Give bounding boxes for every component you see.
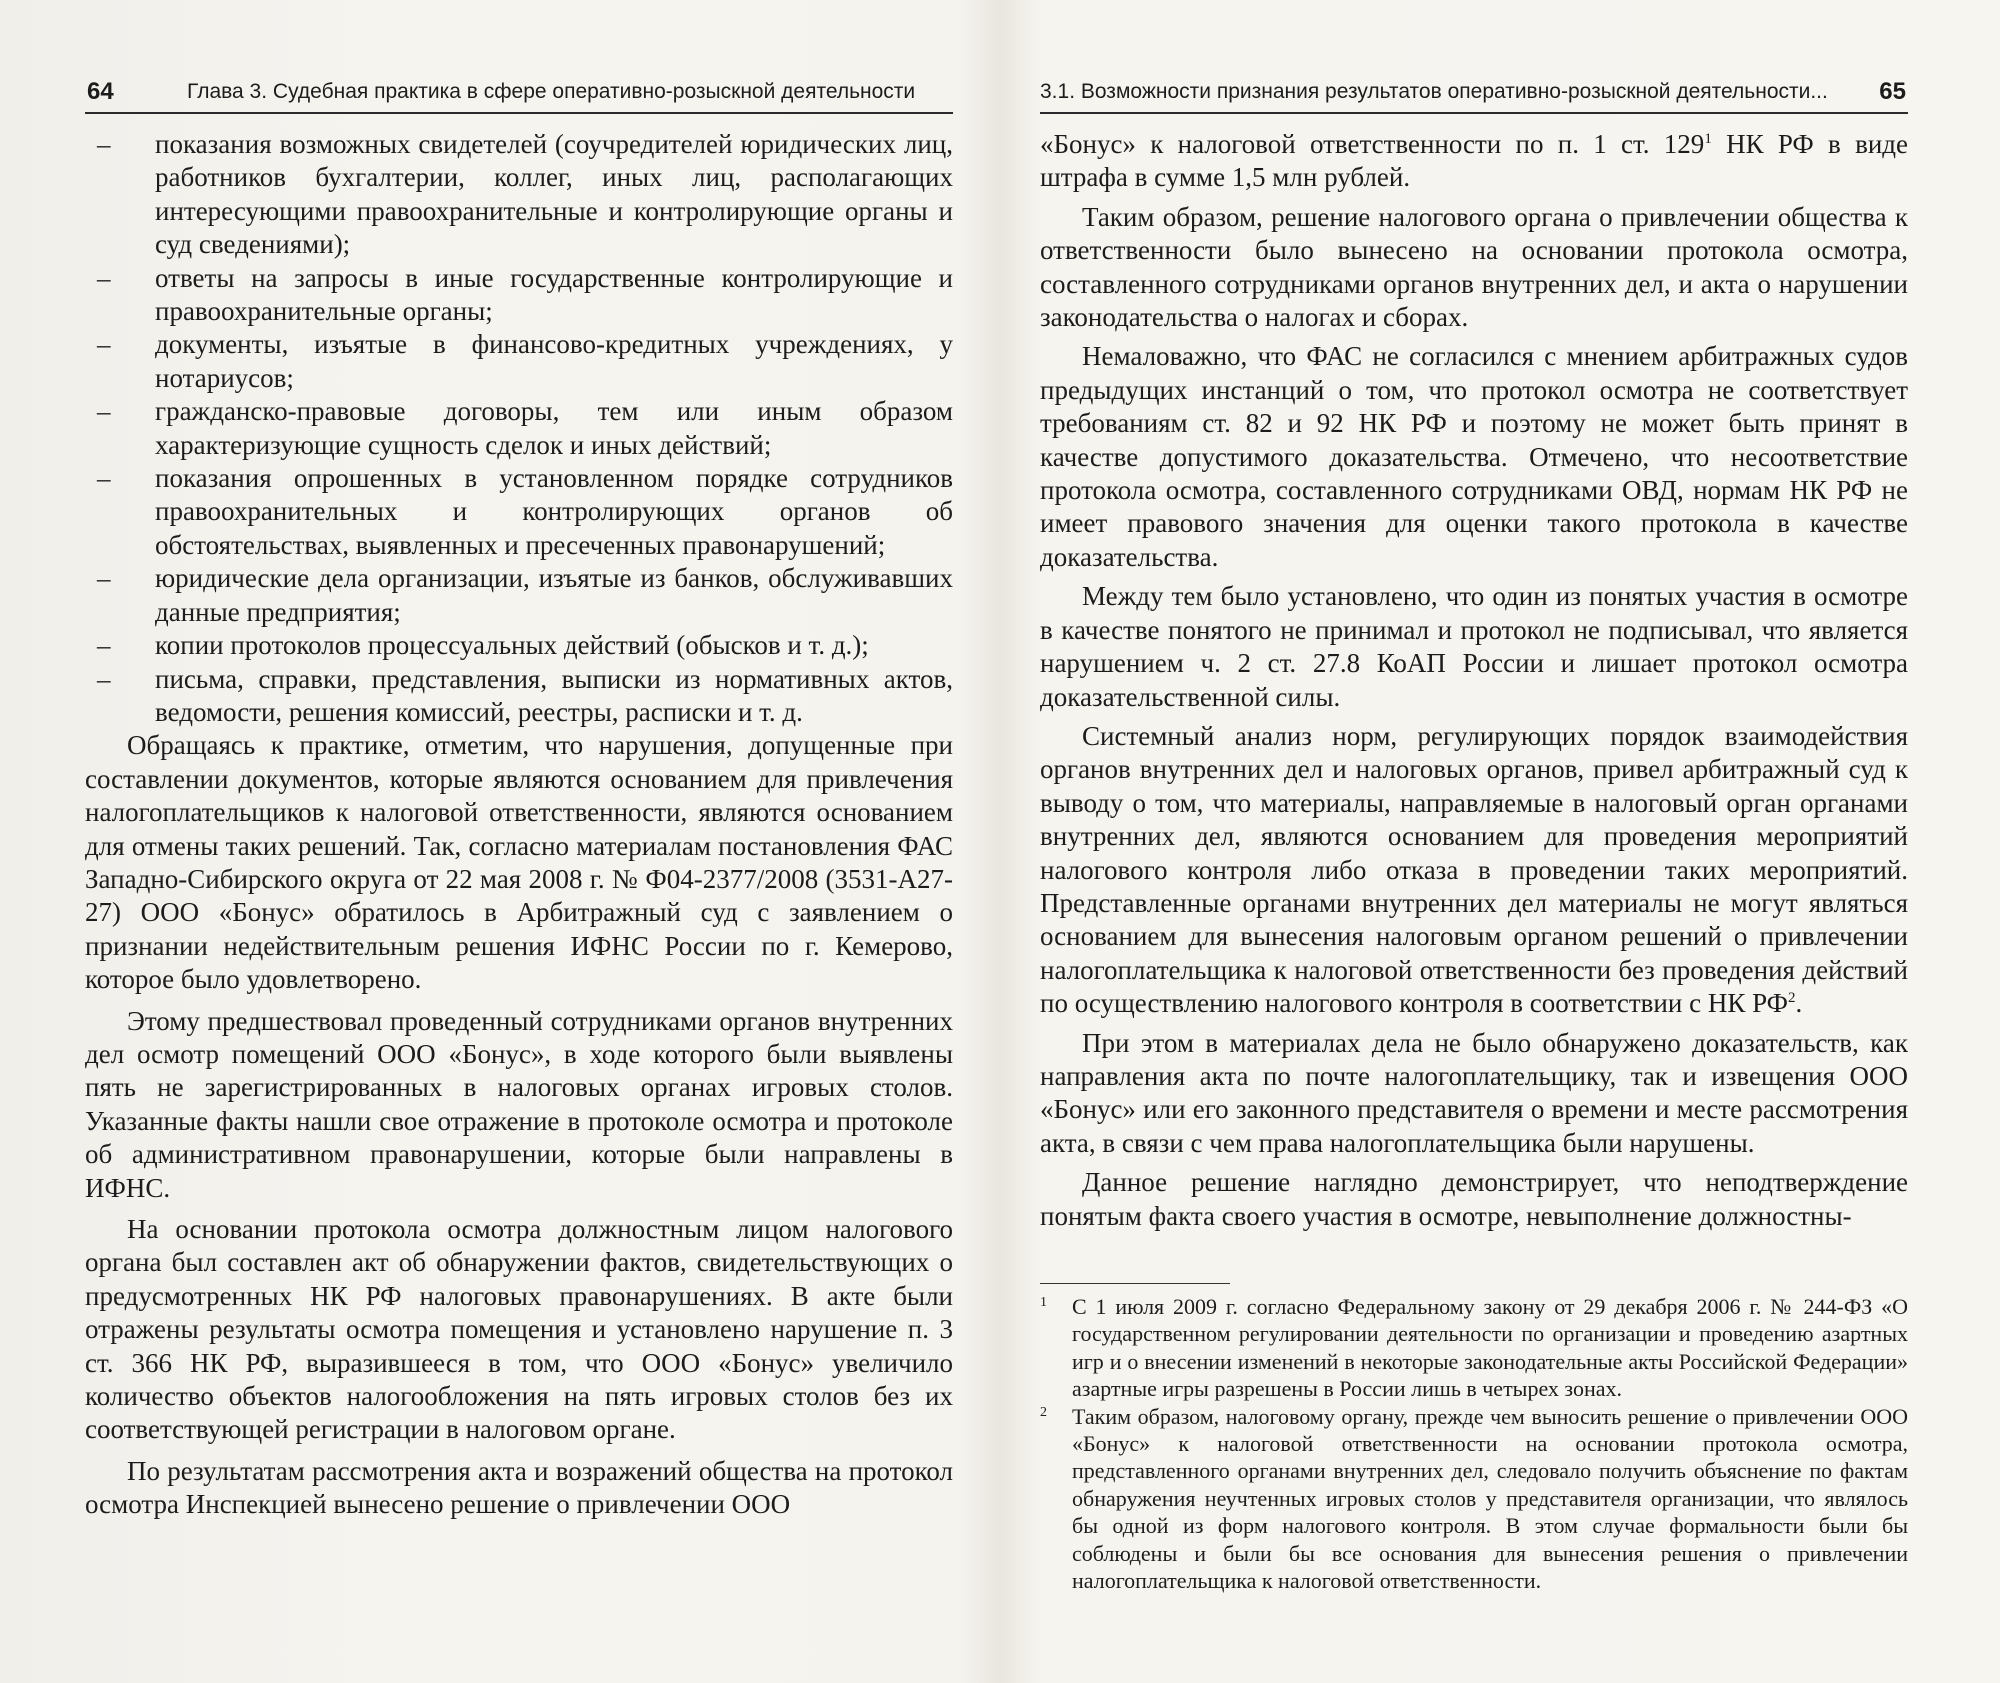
footnote-mark: 1 (1040, 1295, 1047, 1310)
right-page-number: 65 (1879, 78, 1906, 105)
footnote-2 (1040, 1403, 1908, 1595)
left-page (85, 0, 953, 1683)
footnote-text: Таким образом, налоговому органу, прежде чем выносить решение о привлечении ООО «Бонус» к налоговой ответственности на основании протокола осмотра, представленного органами внутренних дел, следовало получить объяснение по фактам обнаружения неучтенных игровых столов у представителя организации, что являлось бы одной из форм налогового контроля. В этом случае формальности были бы соблюдены и были бы все основания для вынесения решения о привлечении налогоплательщика к налоговой ответственности. (1072, 1403, 1908, 1594)
paragraph: Этому предшествовал проведенный сотрудниками органов внутренних дел осмотр помещений ООО «Бонус», в ходе которого были выявлены пять не зарегистрированных в налоговых органах игровых столов. Указанные факты нашли свое отражение в протоколе осмотра и протоколе об административном правонарушении, которые были направлены в ИФНС. (85, 1005, 953, 1203)
left-running-header (85, 72, 953, 114)
paragraph: Таким образом, решение налогового органа о привлечении общества к ответственности было вынесено на основании протокола осмотра, составленного сотрудниками органов внутренних дел, и акта о нарушении законодательства о налогах и сборах. (1040, 201, 1908, 333)
paragraph-text: «Бонус» к налоговой ответственности по п. 1 ст. 129 (1040, 129, 1705, 159)
paragraph (1040, 720, 1908, 1021)
footnote-divider (1040, 1283, 1230, 1284)
list-item: – ответы на запросы в иные государственные контролирующие и правоохранительные органы; (155, 262, 953, 329)
paragraph (1040, 128, 1908, 195)
left-page-number: 64 (87, 78, 114, 105)
paragraph: При этом в материалах дела не было обнаружено доказательств, как направления акта по почте налогоплательщику, так и извещения ООО «Бонус» или его законного представителя о времени и месте рассмотрения акта, в связи с чем права налогоплательщика были нарушены. (1040, 1027, 1908, 1158)
list-item: – юридические дела организации, изъятые из банков, обслуживавших данные предприятия; (155, 562, 953, 629)
list-item: – показания опрошенных в установленном порядке сотрудников правоохранительных и контролирующих органов об обстоятельствах, выявленных и пресеченных правонарушений; (155, 462, 953, 562)
right-running-header (1040, 72, 1908, 114)
paragraph-text: . (1795, 988, 1803, 1019)
paragraph: Данное решение наглядно демонстрирует, что неподтверждение понятым факта своего участия в осмотре, невыполнение должностны- (1040, 1167, 1908, 1231)
paragraph: Немаловажно, что ФАС не согласился с мнением арбитражных судов предыдущих инстанций о том, что протокол осмотра не соответствует требованиям ст. 82 и 92 НК РФ и поэтому не может быть принят в качестве допустимого доказательства. Отмечено, что несоответствие протокола осмотра, составленного сотрудниками ОВД, нормам НК РФ не имеет правового значения для оценки такого протокола в качестве доказательства. (1040, 341, 1908, 572)
right-running-title: 3.1. Возможности признания результатов оперативно-розыскной деятельности... (1040, 80, 1828, 103)
list-item: – копии протоколов процессуальных действий (обысков и т. д.); (155, 629, 953, 662)
footnote-mark: 2 (1040, 1404, 1047, 1420)
paragraph-text: Системный анализ норм, регулирующих порядок взаимодействия органов внутренних дел и налоговых органов, привел арбитражный суд к выводу о том, что материалы, направляемые в налоговый орган органами внутренних дел, являются основанием для проведения мероприятий налогового контроля либо отказа в проведении таких мероприятий. Представленные органами внутренних дел материалы не могут являться основанием для вынесения налоговым органом решений о привлечении налогоплательщика к налоговой ответственности без проведения действий по осуществлению налогового контроля в соответствии с НК РФ (1040, 720, 1908, 1019)
footnote-text: С 1 июля 2009 г. согласно Федеральному закону от 29 декабря 2006 г. № 244-ФЗ «О государственном регулировании деятельности по организации и проведению азартных игр и о внесении изменений в некоторые законодательные акты Российской Федерации» азартные игры разрешены в России лишь в четырех зонах. (1072, 1294, 1908, 1402)
evidence-list (85, 128, 953, 729)
paragraph: На основании протокола осмотра должностным лицом налогового органа был составлен акт об обнаружении фактов, свидетельствующих о предусмотренных НК РФ налоговых правонарушениях. В акте были отражены результаты осмотра помещения и установлено нарушение п. 3 ст. 366 НК РФ, выразившееся в том, что ООО «Бонус» увеличило количество объектов налогообложения на пять игровых столов без их соответствующей регистрации в налоговом органе. (85, 1214, 953, 1445)
footnote-ref-2: 2 (1787, 990, 1796, 1007)
footnote-ref-1: 1 (1704, 131, 1712, 147)
left-body-text (85, 128, 953, 1522)
list-item: – письма, справки, представления, выписки из нормативных актов, ведомости, решения комиссий, реестры, расписки и т. д. (155, 663, 953, 730)
paragraph: По результатам рассмотрения акта и возражений общества на протокол осмотра Инспекцией вынесено решение о привлечении ООО (85, 1455, 953, 1520)
footnote-1 (1040, 1293, 1908, 1403)
paragraph-text: НК РФ в виде штрафа в сумме 1,5 млн рублей. (1040, 129, 1908, 193)
right-page (1040, 0, 1908, 1683)
right-body-text (1040, 128, 1908, 1233)
list-item: – показания возможных свидетелей (соучредителей юридических лиц, работников бухгалтерии, коллег, иных лиц, располагающих интересующими правоохранительные и контролирующие органы и суд сведениями); (155, 128, 953, 262)
left-running-title: Глава 3. Судебная практика в сфере оперативно-розыскной деятельности (187, 80, 916, 103)
paragraph: Обращаясь к практике, отметим, что нарушения, допущенные при составлении документов, которые являются основанием для привлечения налогоплательщиков к налоговой ответственности, являются основанием для отмены таких решений. Так, согласно материалам постановления ФАС Западно-Сибирского округа от 22 мая 2008 г. № Ф04-2377/2008 (3531-А27-27) ООО «Бонус» обратилось в Арбитражный суд с заявлением о признании недействительным решения ИФНС России по г. Кемерово, которое было удовлетворено. (85, 730, 953, 995)
list-item: – документы, изъятые в финансово-кредитных учреждениях, у нотариусов; (155, 328, 953, 395)
list-item: – гражданско-правовые договоры, тем или иным образом характеризующие сущность сделок и иных действий; (155, 395, 953, 462)
footnotes (1040, 1293, 1908, 1594)
paragraph: Между тем было установлено, что один из понятых участия в осмотре в качестве понятого не принимал и протокол не подписывал, что является нарушением ч. 2 ст. 27.8 КоАП России и лишает протокол осмотра доказательственной силы. (1040, 581, 1908, 712)
